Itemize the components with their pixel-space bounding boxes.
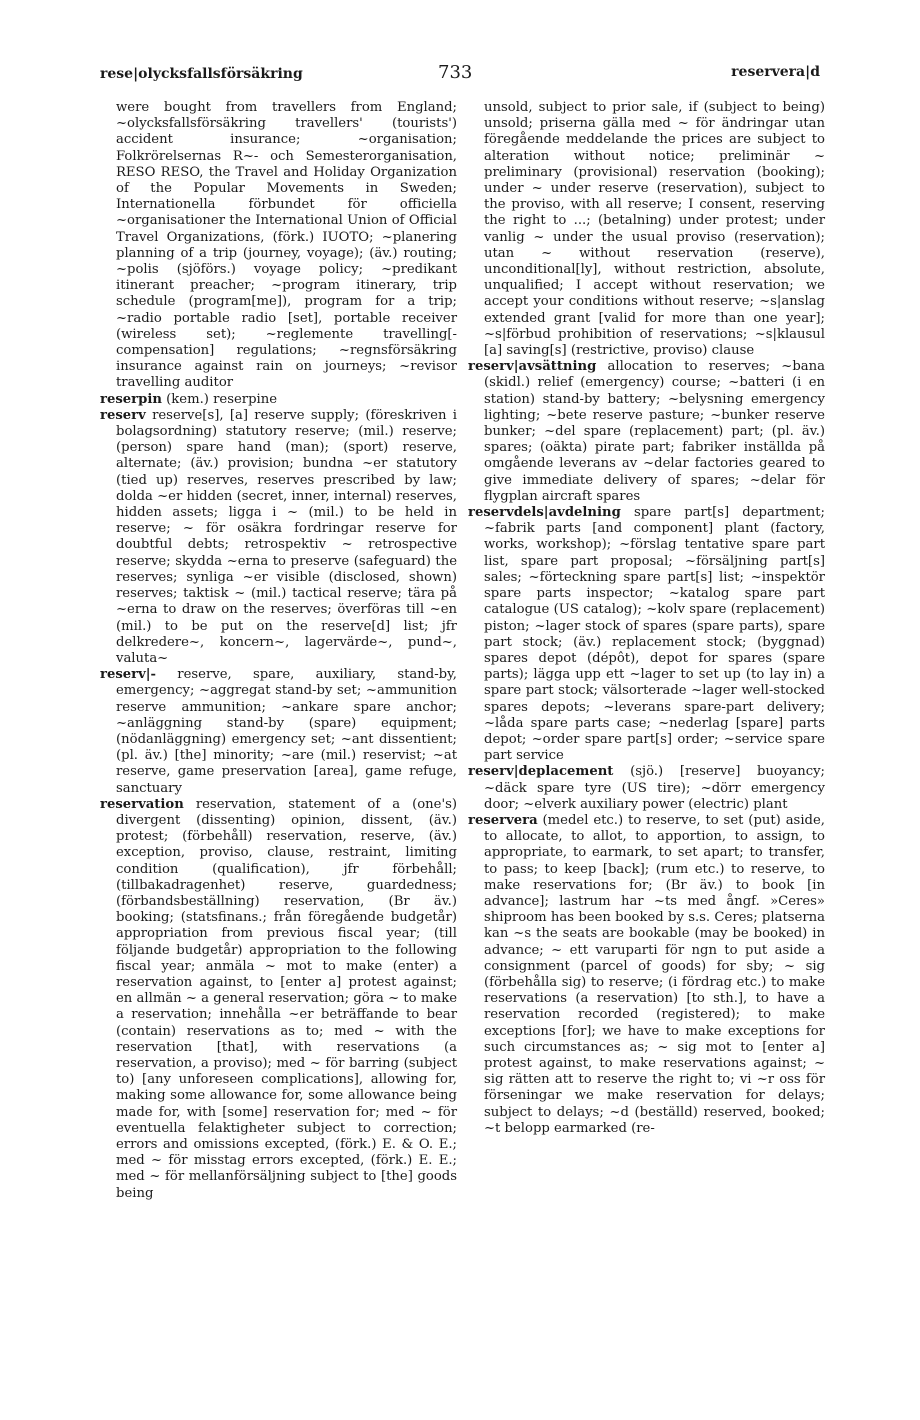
page-header [0, 58, 920, 88]
dictionary-entry [468, 764, 825, 813]
entry-text: reserve, spare, auxiliary, stand-by, emergency; ~aggregat stand-by set; ~ammunition reserve ammunition; ~ankare spare anchor; ~anläggning stand-by (spare) equipment; (nödanläggning) emergency set; ~ant dissentient; (pl. äv.) [the] minority; ~are (mil.) reservist; ~at reserve, game preservation [area], game refuge, sanctuary [116, 667, 457, 796]
entry-text: reservation, statement of a (one's) divergent (dissenting) opinion, dissent, (äv.) protest; (förbehåll) reservation, reserve, (äv.) exception, proviso, clause, restraint, limiting condition (qualification), jfr förbehåll; (tillbakadragenhet) reserve, guardedness; (förbandsbeställning) reservation, (Br äv.) booking; (statsfinans.; från föregående budgetår) appropriation from previous fiscal year; (till följande budgetår) appropriation to the following fiscal year; anmäla ~ mot to make (enter) a reservation against, to [enter a] protest against; en allmän ~ a general reservation; göra ~ to make a reservation; innehålla ~er beträffande to bear (contain) reservations as to; med ~ with the reservation [that], with reservations (a reservation, a proviso); med ~ för barring (subject to) [any unforeseen complications], allowing for, making some allowance for, some allowance being made for, with [some] reservation for; med ~ för eventuella felaktigheter subject to correction; errors and omissions excepted, (förk.) E. & O. E.; med ~ för misstag errors excepted, (förk.) E. E.; med ~ för mellanförsäljning subject to [the] goods being [116, 796, 457, 1201]
dictionary-entry [100, 667, 457, 797]
dictionary-entry [468, 505, 825, 764]
right-column [468, 100, 825, 1137]
entry-headword: reserv|deplacement [468, 764, 614, 780]
entry-text: were bought from travellers from England; ~olycksfallsförsäkring travellers' (tourists') accident insurance; ~organisation; Folkrörelsernas R~- och Semesterorganisation, RESO RESO, the Travel and Holiday Organization of the Popular Movements in Sweden; Internationella förbundet för officiella ~organisationer the International Union of Official Travel Organizations, (förk.) IUOTO; ~planering planning of a trip (journey, voyage); (äv.) routing; ~polis (sjöförs.) voyage policy; ~predikant itinerant preacher; ~program itinerary, trip schedule (program[me]), program for a trip; ~radio portable radio [set], portable receiver (wireless set); ~reglemente travelling[-compensation] regulations; ~regnsförsäkring insurance against rain on journeys; ~revisor travelling auditor [116, 100, 457, 391]
entry-text: (kem.) reserpine [166, 391, 278, 407]
entry-text: (sjö.) [reserve] buoyancy; ~däck spare tyre (US tire); ~dörr emergency door; ~elverk auxiliary power (electric) plant [484, 764, 825, 812]
entry-headword: reservation [100, 796, 184, 812]
header-left-guideword: rese|olycksfallsförsäkring [100, 66, 303, 82]
dictionary-entry [100, 392, 457, 408]
entry-headword: reserpin [100, 391, 162, 407]
dictionary-entry [100, 100, 457, 392]
entry-headword: reserv|avsättning [468, 359, 597, 375]
dictionary-entry [100, 797, 457, 1202]
dictionary-entry [468, 100, 825, 359]
entry-text: unsold, subject to prior sale, if (subject to being) unsold; priserna gälla med ~ för ändringar utan föregående meddelande the prices are subject to alteration without notice; preliminär ~ preliminary (provisional) reservation (booking); under ~ under reserve (reservation), subject to the proviso, with all reserve; I consent, reserving the right to ...; (betalning) under protest; under vanlig ~ under the usual proviso (reservation); utan ~ without reservation (reserve), unconditional[ly], without restriction, absolute, unqualified; I accept without reservation; we accept your conditions without reserve; ~s|anslag extended grant [valid for more than one year]; ~s|förbud prohibition of reservations; ~s|klausul [a] saving[s] (restrictive, proviso) clause [484, 100, 825, 359]
dictionary-entry [468, 813, 825, 1137]
dictionary-entry [100, 408, 457, 667]
entry-headword: reservdels|avdelning [468, 505, 621, 521]
entry-text: (medel etc.) to reserve, to set (put) aside, to allocate, to allot, to apportion, to assign, to appropriate, to earmark, to set apart; to transfer, to pass; to keep [back]; (rum etc.) to reserve, to make reservations for; (Br äv.) to book [in advance]; lastrum har ~ts med ångf. »Ceres» shiproom has been booked by s.s. Ceres; platserna kan ~s the seats are bookable (may be booked) in advance; ~ ett varuparti för ngn to put aside a consignment (parcel of goods) for sby; ~ sig (förbehålla sig) to reserve; (i fördrag etc.) to make reservations (a reservation) [to sth.], to have a reservation recorded (registered); to make exceptions [for]; we have to make exceptions for such circumstances as; ~ sig mot to [enter a] protest against, to make reservations against; ~ sig rätten att to reserve the right to; vi ~r oss för förseningar we make reservation for delays; subject to delays; ~d (beställd) reserved, booked; ~t belopp earmarked (re- [484, 812, 825, 1136]
entry-text: reserve[s], [a] reserve supply; (föreskriven i bolagsordning) statutory reserve; (mil.) reserve; (person) spare hand (man); (sport) reserve, alternate; (äv.) provision; bundna ~er statutory (tied up) reserves, reserves prescribed by law; dolda ~er hidden (secret, inner, internal) reserves, hidden assets; ligga i ~ (mil.) to be held in reserve; ~ för osäkra fordringar reserve for doubtful debts; retrospektiv ~ retrospective reserve; skydda ~erna to preserve (safeguard) the reserves; synliga ~er visible (disclosed, shown) reserves; taktisk ~ (mil.) tactical reserve; tära på ~erna to draw on the reserves; överföras till ~en (mil.) to be put on the reserve[d] list; jfr delkredere~, koncern~, lagervärde~, pund~, valuta~ [116, 407, 457, 666]
header-right-guideword: reservera|d [731, 64, 820, 80]
page-number: 733 [438, 62, 473, 83]
entry-headword: reservera [468, 812, 538, 828]
entry-headword: reserv [100, 407, 146, 423]
entry-text: allocation to reserves; ~bana (skidl.) relief (emergency) course; ~batteri (i en station) stand-by battery; ~belysning emergency lighting; ~bete reserve pasture; ~bunker reserve bunker; ~del spare (replacement) part; (pl. äv.) spares; (oäkta) pirate part; fabriker inställda på omgående leverans av ~delar factories geared to give immediate delivery of spares; ~delar för flygplan aircraft spares [484, 359, 825, 504]
entry-headword: reserv|- [100, 667, 157, 683]
left-column [100, 100, 457, 1202]
entry-text: spare part[s] department; ~fabrik parts [and component] plant (factory, works, workshop); ~förslag tentative spare part list, spare part proposal; ~försäljning part[s] sales; ~förteckning spare part[s] list; ~inspektör spare parts inspector; ~katalog spare part catalogue (US catalog); ~kolv spare (replacement) piston; ~lager stock of spares (spare parts), spare part stock; (äv.) replacement stock; (byggnad) spares depot (dépôt), depot for spares (spare parts); lägga upp ett ~lager to set up (to lay in) a spare part stock; välsorterade ~lager well-stocked spares depots; ~leverans spare-part delivery; ~låda spare parts case; ~nederlag [spare] parts depot; ~order spare part[s] order; ~service spare part service [484, 505, 825, 764]
dictionary-entry [468, 359, 825, 505]
